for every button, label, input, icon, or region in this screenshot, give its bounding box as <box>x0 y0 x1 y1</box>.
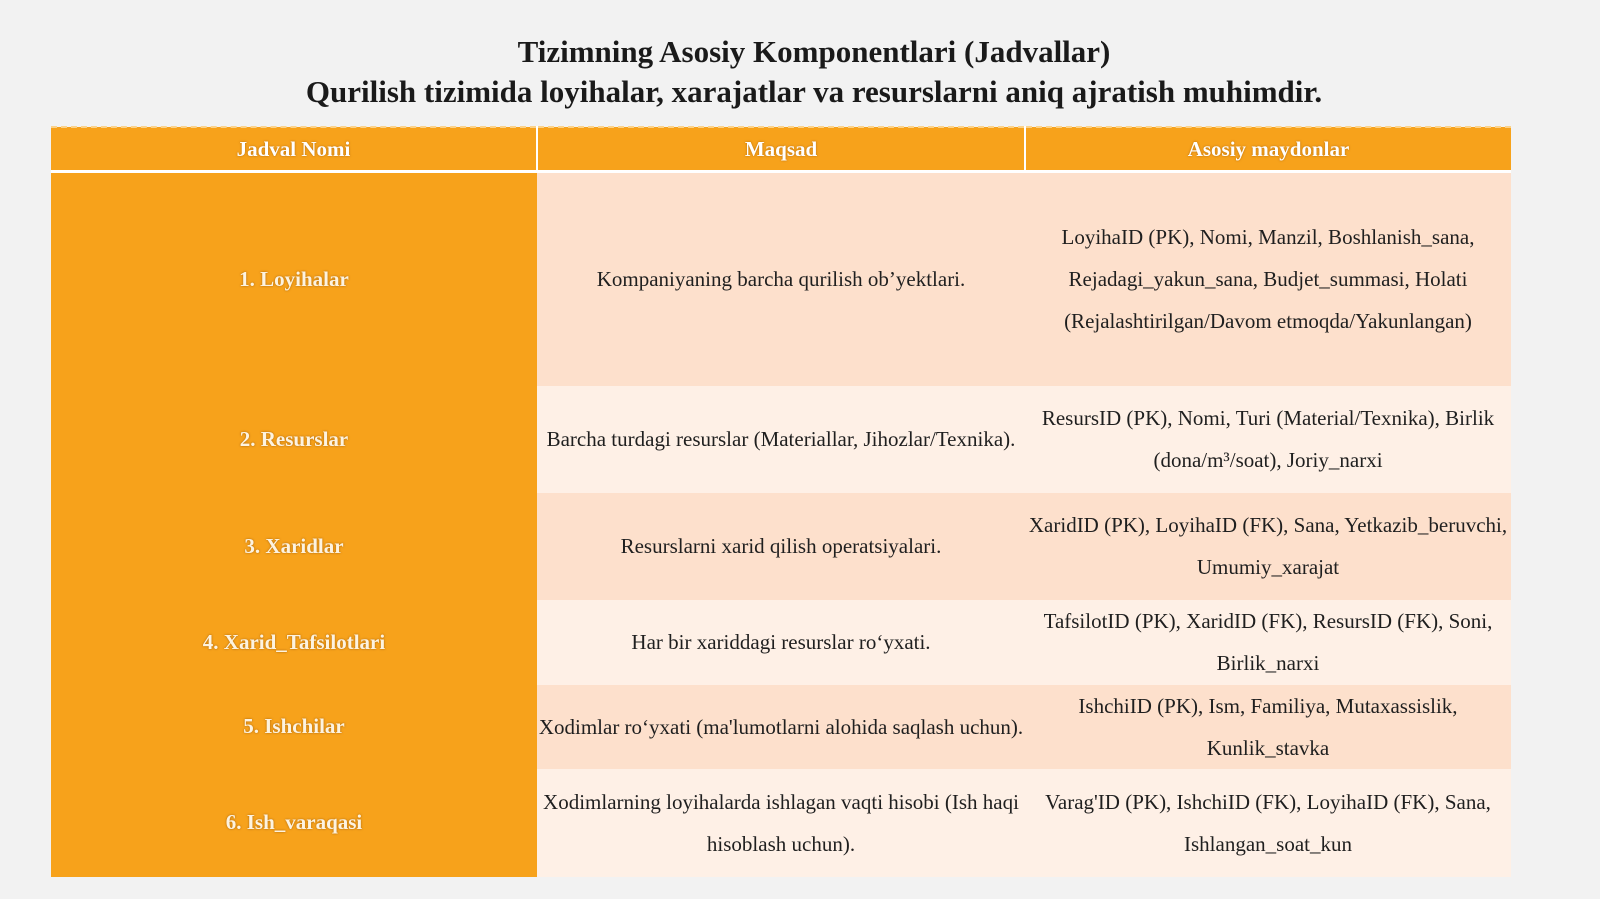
slide-title <box>0 32 1600 112</box>
row-fields: IshchiID (PK), Ism, Familiya, Mutaxassislik, Kunlik_stavka <box>1025 685 1511 769</box>
title-line-1: Tizimning Asosiy Komponentlari (Jadvallar) <box>517 34 1111 69</box>
table-row <box>51 493 1511 600</box>
header-main-fields: Asosiy maydonlar <box>1025 127 1511 172</box>
row-fields: ResursID (PK), Nomi, Turi (Material/Texnika), Birlik (dona/m³/soat), Joriy_narxi <box>1025 386 1511 493</box>
row-purpose: Kompaniyaning barcha qurilish ob’yektlari. <box>537 172 1025 386</box>
components-table <box>51 126 1511 877</box>
header-table-name: Jadval Nomi <box>51 127 537 172</box>
title-line-2: Qurilish tizimida loyihalar, xarajatlar va resurslarni aniq ajratish muhimdir. <box>305 74 1323 109</box>
row-fields: LoyihaID (PK), Nomi, Manzil, Boshlanish_sana, Rejadagi_yakun_sana, Budjet_summasi, Holati (Rejalashtirilgan/Davom etmoqda/Yakunlangan) <box>1025 172 1511 386</box>
table-row <box>51 769 1511 877</box>
row-table-name: 2. Resurslar <box>51 386 537 493</box>
row-purpose: Resurslarni xarid qilish operatsiyalari. <box>537 493 1025 600</box>
header-purpose: Maqsad <box>537 127 1025 172</box>
table-row <box>51 172 1511 386</box>
row-fields: Varag'ID (PK), IshchiID (FK), LoyihaID (FK), Sana, Ishlangan_soat_kun <box>1025 769 1511 877</box>
row-table-name: 1. Loyihalar <box>51 172 537 386</box>
table-row <box>51 386 1511 493</box>
row-purpose: Barcha turdagi resurslar (Materiallar, Jihozlar/Texnika). <box>537 386 1025 493</box>
row-fields: TafsilotID (PK), XaridID (FK), ResursID (FK), Soni, Birlik_narxi <box>1025 600 1511 685</box>
row-table-name: 4. Xarid_Tafsilotlari <box>51 600 537 685</box>
row-purpose: Xodimlar ro‘yxati (ma'lumotlarni alohida saqlash uchun). <box>537 685 1025 769</box>
table-row <box>51 600 1511 685</box>
row-purpose: Xodimlarning loyihalarda ishlagan vaqti hisobi (Ish haqi hisoblash uchun). <box>537 769 1025 877</box>
row-fields: XaridID (PK), LoyihaID (FK), Sana, Yetkazib_beruvchi, Umumiy_xarajat <box>1025 493 1511 600</box>
row-purpose: Har bir xariddagi resurslar ro‘yxati. <box>537 600 1025 685</box>
table-header-row <box>51 127 1511 172</box>
row-table-name: 6. Ish_varaqasi <box>51 769 537 877</box>
row-table-name: 3. Xaridlar <box>51 493 537 600</box>
row-table-name: 5. Ishchilar <box>51 685 537 769</box>
table-row <box>51 685 1511 769</box>
